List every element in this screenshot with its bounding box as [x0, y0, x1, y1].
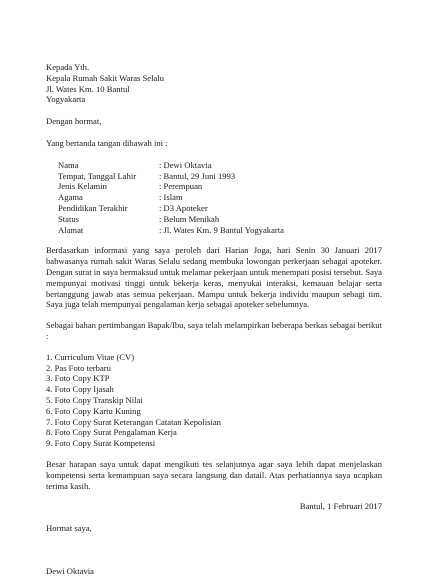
identity-label-religion: Agama	[58, 192, 83, 203]
list-item: 5. Foto Copy Transkip Nilai	[46, 394, 143, 405]
paragraph-attachments-intro: Sebagai bahan pertimbangan Bapak/Ibu, saya telah melampirkan beberapa berkas sebagai berikut :	[46, 320, 382, 341]
list-item: 9. Foto Copy Surat Kompetensi	[46, 438, 156, 449]
closing-salutation: Hormat saya,	[46, 523, 92, 534]
recipient-line-3: Jl. Wates Km. 10 Bantul	[46, 83, 130, 94]
identity-label-gender: Jenis Kelamin	[58, 181, 107, 192]
identity-value-name: : Dewi Oktavia	[159, 159, 212, 170]
paragraph-closing: Besar harapan saya untuk dapat mengikuti tes selanjutnya agar saya lebih dapat menjelaskan kompetensi serta kemampuan saya secara langsung dan datail. Atas perhatiannya saya ucapkan terima kasih.	[46, 458, 382, 491]
identity-table	[58, 160, 382, 236]
list-item: 4. Foto Copy Ijasah	[46, 384, 114, 395]
identity-value-education: : D3 Apoteker	[159, 202, 208, 213]
identity-value-birth: : Bantul, 29 Juni 1993	[159, 170, 236, 181]
date-place: Bantul, 1 Februari 2017	[299, 501, 382, 512]
identity-value-religion: : Islam	[159, 192, 183, 203]
identity-value-gender: : Perempuan	[159, 181, 203, 192]
list-item: 6. Foto Copy Kartu Kuning	[46, 405, 141, 416]
list-item: 7. Foto Copy Surat Keterangan Catatan Kepolisian	[46, 416, 221, 427]
list-item: 3. Foto Copy KTP	[46, 373, 110, 384]
recipient-line-1: Kepada Yth.	[46, 62, 90, 72]
recipient-line-2: Kepala Rumah Sakit Waras Selalu	[46, 72, 164, 83]
recipient-block	[46, 62, 382, 105]
letter-document	[46, 62, 382, 577]
list-item: 1. Curriculum Vitae (CV)	[46, 351, 135, 362]
identity-label-name: Nama	[58, 159, 79, 170]
greeting: Dengan hormat,	[46, 116, 102, 127]
attachments-list	[46, 352, 382, 449]
identity-label-status: Status	[58, 213, 80, 224]
identity-value-address: : Jl. Wates Km. 9 Bantul Yogyakarta	[159, 224, 284, 235]
intro-line: Yang bertanda tangan dibawah ini :	[46, 137, 168, 148]
identity-label-birth: Tempat, Tanggal Lahir	[58, 170, 137, 181]
recipient-line-4: Yogyakarta	[46, 94, 86, 105]
identity-label-address: Alamat	[58, 224, 84, 235]
signature-name: Dewi Oktavia	[46, 565, 94, 576]
list-item: 2. Pas Foto terbaru	[46, 362, 111, 373]
list-item: 8. Foto Copy Surat Pengalaman Kerja	[46, 427, 177, 438]
paragraph-motivation: Berdasarkan informasi yang saya peroleh dari Harian Joga, hari Senin 30 Januari 2017 bahwasanya rumah sakit Waras Selalu sedang membuka lowongan perkerjaan sebagai apoteker. Dengan surat in saya bermaksud untuk melamar pekerjaan untuk menempati posisi tersebut. Saya mempunyai motivasi tinggi untuk bekerja keras, menyukai interaksi, kemauan belajar serta bertanggung jawab atas semua pekerjaan. Mampu untuk bekerja individu maupun sebagi tim. Saya juga telah mempunyai pengalaman kerja sebagai apoteker sebelumnya.	[46, 245, 382, 310]
identity-value-status: : Belum Menikah	[159, 213, 220, 224]
identity-label-education: Pendidikan Terakhir	[58, 202, 128, 213]
